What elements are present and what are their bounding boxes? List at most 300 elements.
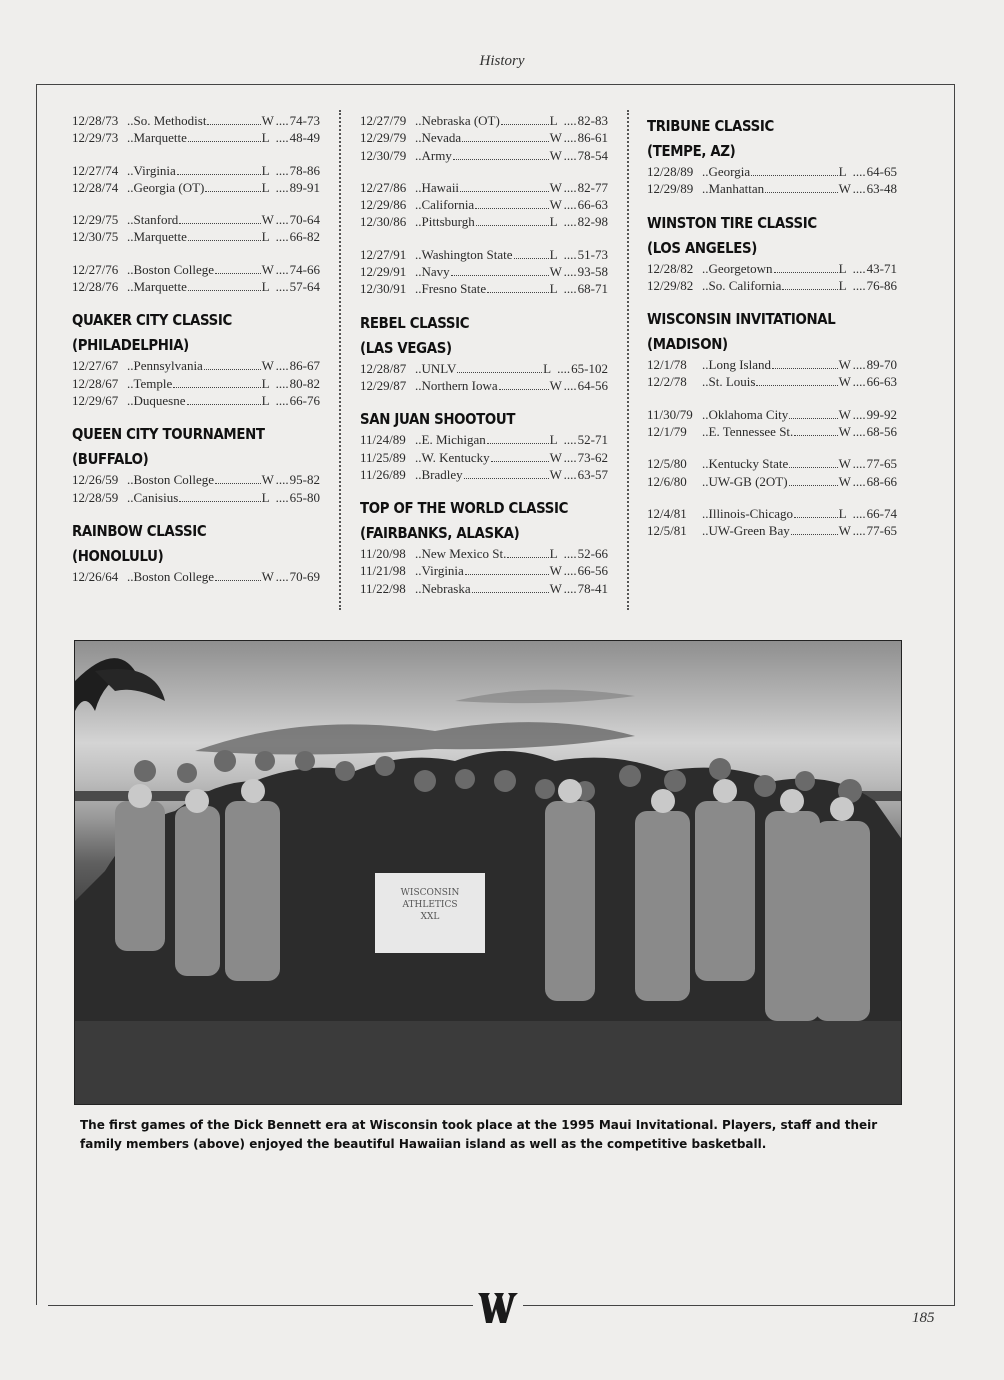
game-result: W [838, 374, 851, 390]
game-date: 12/28/89 [647, 164, 694, 179]
game-opponent: UW-Green Bay [708, 523, 790, 539]
tournament-block [647, 406, 897, 441]
game-result: L [261, 489, 270, 505]
game-row: 12/29/67 .. Duquesne L .... 66-76 [72, 392, 320, 408]
game-date: 11/25/89 [360, 449, 406, 465]
game-score: 78-54 [577, 147, 608, 163]
game-result: W [261, 212, 274, 228]
game-result: W [261, 261, 274, 277]
game-opponent: New Mexico St. [421, 546, 507, 562]
game-opponent: St. Louis [708, 374, 756, 390]
game-score: 80-82 [289, 375, 320, 391]
game-score: 93-58 [577, 264, 608, 280]
dot-leader [472, 592, 549, 593]
game-row: 11/22/98 .. Nebraska W .... 78-41 [360, 580, 608, 596]
game-score: 66-82 [289, 229, 320, 245]
game-row: 12/27/67 .. Pennsylvania W .... 86-67 [72, 358, 320, 374]
game-opponent: E. Tennessee St. [708, 424, 794, 440]
game-opponent: Oklahoma City [708, 406, 789, 422]
dot-leader [188, 240, 261, 241]
page-number: 185 [912, 1310, 935, 1326]
game-row: 12/5/81 .. UW-Green Bay W .... 77-65 [647, 523, 897, 539]
dot-leader [205, 191, 260, 192]
results-column-3 [647, 112, 897, 555]
tournament-block [72, 162, 320, 197]
game-row: 12/26/59 .. Boston College W .... 95-82 [72, 472, 320, 488]
game-result: L [549, 546, 558, 562]
game-score: 89-70 [866, 357, 897, 373]
tournament-location: (LOS ANGELES) [647, 238, 758, 257]
tournament-block [360, 409, 608, 483]
game-result: L [261, 279, 270, 295]
game-result: W [261, 568, 274, 584]
dot-leader [794, 517, 838, 518]
game-result: W [261, 113, 274, 128]
dot-leader [789, 418, 837, 419]
dot-leader [179, 501, 260, 502]
frame-bottom-rule-left [48, 1305, 473, 1306]
game-row: 12/28/67 .. Temple L .... 80-82 [72, 375, 320, 391]
results-column-2 [360, 112, 608, 612]
tournament-block [360, 112, 608, 164]
tournament-block [360, 313, 608, 395]
game-row: 12/27/86 .. Hawaii W .... 82-77 [360, 179, 608, 195]
game-opponent: Boston College [133, 568, 215, 584]
game-row: 12/27/91 .. Washington State L .... 51-73 [360, 246, 608, 262]
tournament-block [647, 213, 897, 295]
game-opponent: E. Michigan [421, 432, 486, 448]
game-date: 12/29/87 [360, 377, 407, 393]
game-row: 12/1/78 .. Long Island W .... 89-70 [647, 357, 897, 373]
game-date: 12/26/64 [72, 568, 119, 584]
game-result: W [838, 473, 851, 489]
game-score: 74-73 [289, 113, 320, 128]
game-result: W [549, 147, 562, 163]
game-date: 12/29/86 [360, 197, 407, 213]
game-result: L [838, 277, 847, 293]
game-row: 11/20/98 .. New Mexico St. L .... 52-66 [360, 546, 608, 562]
frame-bottom-rule-right [523, 1305, 955, 1306]
game-row: 11/26/89 .. Bradley W .... 63-57 [360, 466, 608, 482]
dot-leader [501, 124, 549, 125]
dot-leader [476, 225, 549, 226]
game-date: 12/29/75 [72, 212, 119, 228]
tournament-block [360, 246, 608, 298]
game-score: 68-56 [866, 424, 897, 440]
game-score: 64-56 [577, 377, 608, 393]
game-row: 12/28/74 .. Georgia (OT) L .... 89-91 [72, 179, 320, 195]
game-date: 12/6/80 [647, 473, 687, 489]
shirt-text-2: ATHLETICS [402, 900, 458, 910]
tournament-location: (LAS VEGAS) [360, 338, 452, 357]
game-score: 86-61 [577, 130, 608, 146]
dot-leader [765, 192, 838, 193]
game-result: W [838, 357, 851, 373]
dot-leader [756, 385, 837, 386]
game-score: 82-83 [577, 113, 608, 128]
dot-leader [789, 485, 838, 486]
game-result: W [549, 130, 562, 146]
tournament-title: REBEL CLASSIC [360, 313, 470, 332]
game-opponent: Hawaii [421, 179, 460, 195]
game-row: 11/25/89 .. W. Kentucky W .... 73-62 [360, 449, 608, 465]
game-opponent: W. Kentucky [421, 449, 490, 465]
game-row: 12/28/89 .. Georgia L .... 64-65 [647, 164, 897, 179]
game-date: 12/28/76 [72, 279, 119, 295]
game-row: 12/29/89 .. Manhattan W .... 63-48 [647, 181, 897, 197]
dot-leader [453, 159, 549, 160]
game-opponent: Georgia [708, 164, 751, 179]
game-score: 70-69 [289, 568, 320, 584]
dot-leader [499, 389, 549, 390]
game-score: 43-71 [866, 260, 897, 276]
game-opponent: Marquette [133, 130, 187, 146]
game-result: W [838, 456, 851, 472]
game-opponent: Illinois-Chicago [708, 505, 793, 521]
game-score: 95-82 [289, 472, 320, 488]
shirt-text-3: XXL [420, 912, 440, 922]
dot-leader [179, 223, 260, 224]
tournament-block [647, 116, 897, 198]
game-date: 12/27/79 [360, 113, 407, 128]
game-date: 12/29/79 [360, 130, 407, 146]
game-score: 66-74 [866, 505, 897, 521]
game-row: 11/24/89 .. E. Michigan L .... 52-71 [360, 432, 608, 448]
game-score: 68-71 [577, 281, 608, 297]
game-opponent: Nebraska (OT) [421, 113, 500, 128]
game-date: 12/29/73 [72, 130, 119, 146]
tournament-title: SAN JUAN SHOOTOUT [360, 410, 516, 429]
game-row: 12/28/73 .. So. Methodist W .... 74-73 [72, 113, 320, 128]
game-opponent: So. Methodist [133, 113, 207, 128]
game-date: 11/21/98 [360, 563, 406, 579]
game-result: L [261, 179, 270, 195]
dot-leader [772, 368, 838, 369]
game-opponent: Marquette [133, 279, 187, 295]
game-date: 12/27/67 [72, 358, 119, 374]
tournament-block [360, 179, 608, 231]
dot-leader [464, 478, 549, 479]
game-result: W [549, 449, 562, 465]
game-result: L [261, 392, 270, 408]
dot-leader [451, 275, 549, 276]
game-result: W [838, 406, 851, 422]
game-result: L [549, 246, 558, 262]
game-score: 65-80 [289, 489, 320, 505]
dot-leader [457, 372, 542, 373]
game-result: L [549, 113, 558, 128]
tournament-location: (FAIRBANKS, ALASKA) [360, 524, 520, 543]
game-opponent: Virginia [421, 563, 464, 579]
dot-leader [507, 557, 548, 558]
game-date: 12/30/86 [360, 214, 407, 230]
game-result: L [838, 164, 847, 179]
game-opponent: Virginia [133, 162, 176, 178]
game-date: 12/2/78 [647, 374, 687, 390]
game-date: 11/24/89 [360, 432, 406, 448]
game-date: 12/30/79 [360, 147, 407, 163]
game-score: 65-102 [571, 360, 608, 376]
dot-leader [204, 369, 261, 370]
game-opponent: Pennsylvania [133, 358, 203, 374]
tournament-location: (BUFFALO) [72, 450, 149, 469]
dot-leader [774, 272, 838, 273]
game-score: 66-63 [866, 374, 897, 390]
game-row: 12/28/82 .. Georgetown L .... 43-71 [647, 260, 897, 276]
game-date: 11/22/98 [360, 580, 406, 596]
game-score: 76-86 [866, 277, 897, 293]
game-date: 12/30/91 [360, 281, 407, 297]
game-score: 77-65 [866, 456, 897, 472]
game-result: L [549, 432, 558, 448]
tournament-title: RAINBOW CLASSIC [72, 521, 207, 540]
game-date: 12/29/67 [72, 392, 119, 408]
tournament-title: WISCONSIN INVITATIONAL [647, 310, 836, 329]
game-date: 11/26/89 [360, 466, 406, 482]
game-opponent: Bradley [421, 466, 463, 482]
dot-leader [487, 443, 549, 444]
game-row: 12/30/91 .. Fresno State L .... 68-71 [360, 281, 608, 297]
game-score: 52-66 [577, 546, 608, 562]
game-opponent: Army [421, 147, 452, 163]
game-opponent: Georgetown [708, 260, 773, 276]
dot-leader [491, 461, 549, 462]
tournament-title: TRIBUNE CLASSIC [647, 117, 774, 135]
game-row: 12/29/73 .. Marquette L .... 48-49 [72, 130, 320, 146]
game-date: 12/28/87 [360, 360, 407, 376]
tournament-location: (MADISON) [647, 335, 728, 354]
dot-leader [465, 574, 549, 575]
dot-leader [782, 289, 837, 290]
game-row: 12/29/75 .. Stanford W .... 70-64 [72, 212, 320, 228]
game-row: 12/2/78 .. St. Louis W .... 66-63 [647, 374, 897, 390]
game-date: 12/27/86 [360, 179, 407, 195]
dot-leader [188, 141, 261, 142]
game-date: 12/5/81 [647, 523, 687, 539]
game-opponent: Nevada [421, 130, 462, 146]
dot-leader [188, 290, 261, 291]
game-row: 12/1/79 .. E. Tennessee St. W .... 68-56 [647, 424, 897, 440]
game-score: 82-98 [577, 214, 608, 230]
game-result: W [261, 472, 274, 488]
dot-leader [215, 580, 261, 581]
game-result: W [549, 264, 562, 280]
game-date: 12/5/80 [647, 456, 687, 472]
wisconsin-w-logo [476, 1287, 520, 1327]
game-row: 12/28/76 .. Marquette L .... 57-64 [72, 279, 320, 295]
game-row: 12/28/87 .. UNLV L .... 65-102 [360, 360, 608, 376]
dot-leader [215, 483, 261, 484]
game-opponent: Long Island [708, 357, 771, 373]
game-row: 12/29/91 .. Navy W .... 93-58 [360, 264, 608, 280]
game-date: 12/27/91 [360, 246, 407, 262]
game-row: 12/5/80 .. Kentucky State W .... 77-65 [647, 456, 897, 472]
tournament-block [647, 309, 897, 391]
game-score: 86-67 [289, 358, 320, 374]
game-score: 77-65 [866, 523, 897, 539]
game-date: 12/28/74 [72, 179, 119, 195]
game-result: L [261, 375, 270, 391]
dot-leader [173, 387, 260, 388]
game-date: 11/30/79 [647, 406, 693, 422]
game-score: 48-49 [289, 130, 320, 146]
game-row: 12/6/80 .. UW-GB (2OT) W .... 68-66 [647, 473, 897, 489]
game-opponent: So. California [708, 277, 782, 293]
game-date: 12/29/91 [360, 264, 407, 280]
game-result: W [549, 377, 562, 393]
game-row: 11/21/98 .. Virginia W .... 66-56 [360, 563, 608, 579]
tournament-title: TOP OF THE WORLD CLASSIC [360, 499, 569, 518]
tournament-block [72, 521, 320, 585]
game-result: W [549, 563, 562, 579]
game-result: L [838, 260, 847, 276]
dot-leader [789, 467, 837, 468]
tournament-block [647, 455, 897, 490]
dot-leader [215, 273, 261, 274]
tournament-block [647, 505, 897, 540]
game-row: 12/29/82 .. So. California L .... 76-86 [647, 277, 897, 293]
game-score: 82-77 [577, 179, 608, 195]
game-result: W [261, 358, 274, 374]
game-score: 52-71 [577, 432, 608, 448]
tournament-block [360, 498, 608, 597]
game-opponent: Boston College [133, 261, 215, 277]
game-result: L [261, 162, 270, 178]
column-divider [339, 110, 341, 610]
dot-leader [751, 175, 838, 176]
game-opponent: California [421, 197, 475, 213]
tournament-location: (HONOLULU) [72, 546, 164, 565]
game-opponent: Fresno State [421, 281, 487, 297]
game-opponent: Kentucky State [708, 456, 789, 472]
game-opponent: Duquesne [133, 392, 186, 408]
game-date: 12/29/89 [647, 181, 694, 197]
game-opponent: Nebraska [421, 580, 471, 596]
game-opponent: Northern Iowa [421, 377, 498, 393]
game-opponent: UNLV [421, 360, 457, 376]
game-result: L [261, 229, 270, 245]
game-row: 12/30/75 .. Marquette L .... 66-82 [72, 229, 320, 245]
tournament-location: (PHILADELPHIA) [72, 336, 189, 355]
game-row: 12/29/79 .. Nevada W .... 86-61 [360, 130, 608, 146]
dot-leader [794, 435, 837, 436]
game-score: 57-64 [289, 279, 320, 295]
game-score: 78-86 [289, 162, 320, 178]
game-row: 12/27/79 .. Nebraska (OT) L .... 82-83 [360, 113, 608, 128]
game-result: L [261, 130, 270, 146]
game-score: 63-57 [577, 466, 608, 482]
game-score: 63-48 [866, 181, 897, 197]
dot-leader [475, 208, 548, 209]
game-opponent: Marquette [133, 229, 187, 245]
game-score: 66-56 [577, 563, 608, 579]
game-score: 99-92 [866, 406, 897, 422]
game-row: 12/27/76 .. Boston College W .... 74-66 [72, 261, 320, 277]
game-row: 12/4/81 .. Illinois-Chicago L .... 66-74 [647, 505, 897, 521]
game-opponent: Pittsburgh [421, 214, 475, 230]
game-score: 51-73 [577, 246, 608, 262]
game-score: 64-65 [866, 164, 897, 179]
game-opponent: UW-GB (2OT) [708, 473, 788, 489]
tournament-block [72, 112, 320, 147]
game-result: W [549, 466, 562, 482]
photo-caption: The first games of the Dick Bennett era at Wisconsin took place at the 1995 Maui Invitational. Players, staff and their family members (above) enjoyed the beautiful Hawaiian island as well as the competitive basketball. [80, 1118, 878, 1151]
game-score: 78-41 [577, 580, 608, 596]
game-score: 66-76 [289, 392, 320, 408]
game-date: 12/27/76 [72, 261, 119, 277]
dot-leader [187, 404, 261, 405]
game-opponent: Navy [421, 264, 450, 280]
game-row: 12/29/86 .. California W .... 66-63 [360, 197, 608, 213]
game-score: 89-91 [289, 179, 320, 195]
game-result: W [838, 181, 851, 197]
game-date: 12/4/81 [647, 505, 687, 521]
dot-leader [514, 258, 549, 259]
game-score: 70-64 [289, 212, 320, 228]
game-date: 12/26/59 [72, 472, 119, 488]
game-row: 12/30/79 .. Army W .... 78-54 [360, 147, 608, 163]
game-date: 12/29/82 [647, 277, 694, 293]
game-result: W [838, 424, 851, 440]
game-result: W [549, 580, 562, 596]
game-date: 11/20/98 [360, 546, 406, 562]
game-row: 12/28/59 .. Canisius L .... 65-80 [72, 489, 320, 505]
game-date: 12/28/82 [647, 260, 694, 276]
game-result: L [549, 214, 558, 230]
game-date: 12/28/59 [72, 489, 119, 505]
dot-leader [177, 174, 261, 175]
game-date: 12/28/67 [72, 375, 119, 391]
tournament-title: QUAKER CITY CLASSIC [72, 311, 232, 330]
tournament-title: QUEEN CITY TOURNAMENT [72, 425, 265, 444]
game-result: W [549, 179, 562, 195]
game-score: 73-62 [577, 449, 608, 465]
game-date: 12/30/75 [72, 229, 119, 245]
game-score: 74-66 [289, 261, 320, 277]
game-row: 12/26/64 .. Boston College W .... 70-69 [72, 568, 320, 584]
game-date: 12/28/73 [72, 113, 119, 128]
game-opponent: Temple [133, 375, 173, 391]
tournament-location: (TEMPE, AZ) [647, 142, 736, 160]
game-result: W [549, 197, 562, 213]
game-score: 66-63 [577, 197, 608, 213]
game-opponent: Manhattan [708, 181, 765, 197]
dot-leader [207, 124, 260, 125]
game-date: 12/27/74 [72, 162, 119, 178]
game-opponent: Canisius [133, 489, 179, 505]
game-opponent: Georgia (OT) [133, 179, 205, 195]
game-row: 11/30/79 .. Oklahoma City W .... 99-92 [647, 406, 897, 422]
tournament-block [72, 261, 320, 296]
column-divider [627, 110, 629, 610]
dot-leader [462, 141, 548, 142]
game-date: 12/1/78 [647, 357, 687, 373]
tournament-block [72, 310, 320, 409]
game-row: 12/29/87 .. Northern Iowa W .... 64-56 [360, 377, 608, 393]
game-opponent: Boston College [133, 472, 215, 488]
running-header: History [479, 53, 525, 69]
tournament-block [72, 211, 320, 246]
game-result: L [838, 505, 847, 521]
game-result: L [543, 360, 552, 376]
game-opponent: Stanford [133, 212, 179, 228]
dot-leader [460, 191, 549, 192]
team-photo [74, 640, 902, 1105]
tournament-block [72, 424, 320, 506]
game-result: L [549, 281, 558, 297]
tournament-title: WINSTON TIRE CLASSIC [647, 213, 817, 232]
game-score: 68-66 [866, 473, 897, 489]
